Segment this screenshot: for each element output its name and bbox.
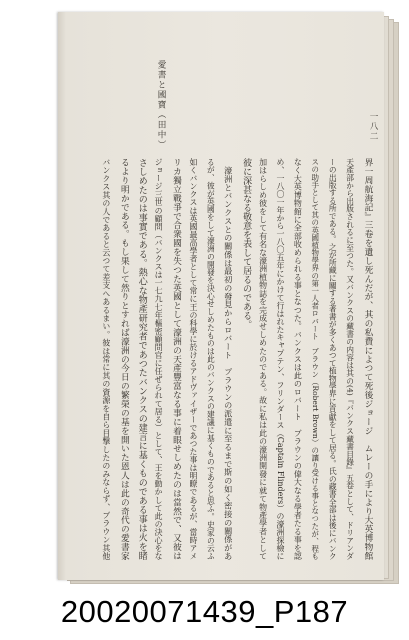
text-column: 天產部から出版されるに至つた。又バンクスの藏書の内容は其の(4)『バンクス藏書目錄』五卷として、ドリアンダ — [345, 158, 355, 560]
text-column: め、一八〇一年から一八〇五年にかけて行はれたキャプテン、フリンダース（Captain Flinders）の濠洲探檢に — [275, 158, 285, 560]
text-column: スの助手として其の英國植物學界の第一人者ロバート ブラウン（Robert Brown）の讓り受ける事となつたが、程も — [310, 158, 320, 560]
text-column: るが、彼が英國をして濠洲の開發を決心せしめたものは此のバンクスの建議に基くものであると思ふ。史家の云ふ — [206, 158, 216, 560]
text-column: バンクス其の人であると云つて差支へあるまい。彼は常に其の資源を自ら目撃したのみならず、ブラウン其他 — [101, 158, 111, 560]
text-column: 界一周航海記』三卷を遺し死んだが、其の私費によつて死後ジョージ ムレーの手により大英博物館 — [363, 158, 373, 560]
running-head: 愛書と國寶（田中） — [156, 60, 166, 150]
image-caption: 20020071439_P187 — [60, 594, 349, 629]
text-column: なく大英博物館に全部收められる事となつた。バンクスは此のロバート ブラウンの偉大なる學者たる事を認 — [293, 158, 303, 560]
text-column: 彼に深甚なる敬意を表して居るのである。 — [241, 158, 252, 329]
page-number: 一八二 — [368, 112, 378, 141]
text-column: 濠洲とバンクスとの關係は最初の發見からロバート ブラウンの派遣に至るまで斯の如く密接の關係があ — [223, 158, 234, 560]
book-page — [58, 12, 384, 580]
body-text — [96, 158, 376, 560]
text-column: ジョージ三世の顧問（バンクスは一七九七年樞密顧問官に任ぜられて居る）として、王を動かして此の決心をな — [154, 158, 164, 560]
text-column: るより明かである。もし果して然りとすれば濠洲の今日の繁榮の基を開いた恩人は此の奇代の愛書家 — [119, 158, 130, 560]
text-column: 如くバンクスは英國最高學者として常に王の科學に於けるアドヴァイザーであつた事は明瞭であるが、當時アメ — [188, 158, 198, 560]
text-column: 加はらしめ彼をして有名な濠洲植物誌を完成せしめたのである。故に私は此の濠洲開發に就て物產學者として — [258, 158, 268, 560]
text-column: リカ獨立戰爭で合衆國を失つた英國として濠洲の天產豐富なる事に着眼せしめたのは當然で、又彼は — [171, 158, 182, 560]
text-column: ーの出版する所である。之が所藏に關する著書が多くあつて植物學界に貢獻をして居る。氏の藏書全部は後にバンク — [328, 158, 338, 560]
text-column: さしめたのは事實である。熱心な物產研究者であつたバンクスの建言に基くものである事は火を睹 — [136, 158, 147, 560]
